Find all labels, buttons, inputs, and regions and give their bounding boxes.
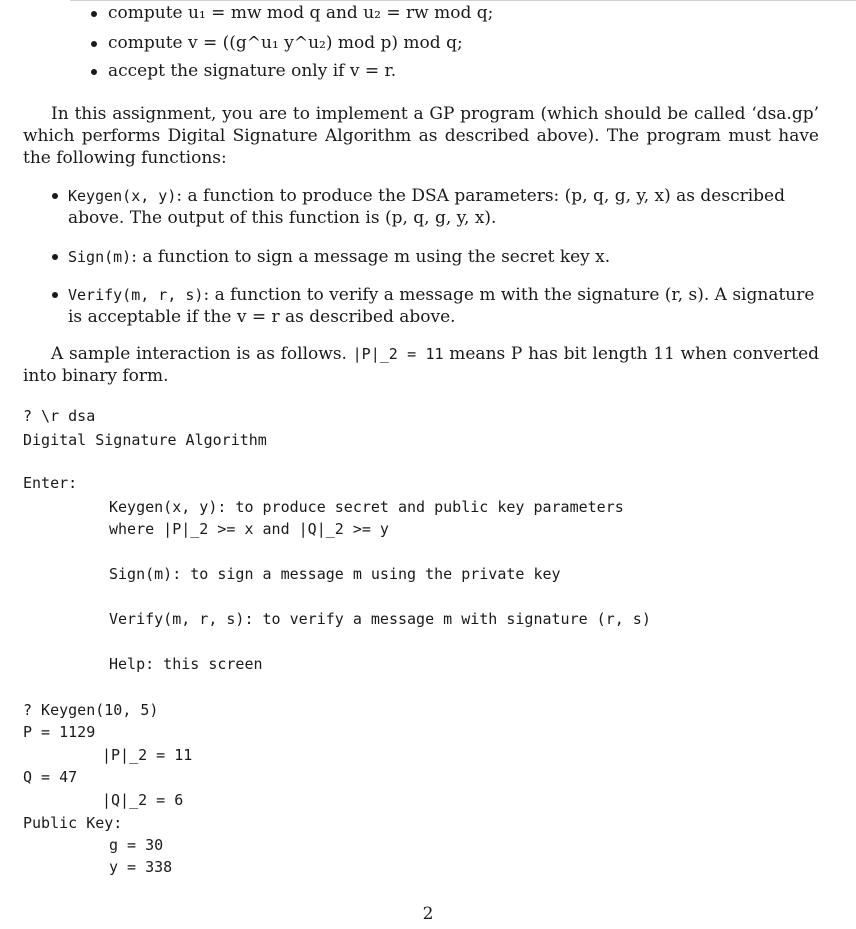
terminal-line: g = 30 bbox=[109, 836, 164, 854]
function-item-sign bbox=[68, 246, 818, 268]
terminal-line: Public Key: bbox=[23, 814, 123, 832]
terminal-line: Verify(m, r, s): to verify a message m with signature (r, s) bbox=[109, 610, 651, 628]
top-bullet-3: accept the signature only if v = r. bbox=[108, 61, 397, 81]
function-desc: : a function to sign a message m using the secret key x. bbox=[131, 247, 611, 267]
sample-intro-text-a: A sample interaction is as follows. bbox=[51, 344, 347, 364]
function-desc: : a function to produce the DSA parameters: (p, q, g, y, x) as described above. The output of this function is (p, q, g, y, x). bbox=[68, 186, 785, 228]
terminal-line: P = 1129 bbox=[23, 723, 96, 741]
terminal-line: Enter: bbox=[23, 474, 78, 492]
function-desc: : a function to verify a message m with the signature (r, s). A signature is acceptable if the v = r as described above. bbox=[68, 285, 815, 327]
function-name: Verify(m, r, s) bbox=[68, 286, 204, 304]
terminal-line: Q = 47 bbox=[23, 768, 78, 786]
bullet-marker bbox=[52, 193, 58, 199]
bullet-marker bbox=[91, 11, 97, 17]
terminal-line: Sign(m): to sign a message m using the private key bbox=[109, 565, 561, 583]
terminal-line: |P|_2 = 11 bbox=[102, 746, 193, 764]
function-name: Sign(m) bbox=[68, 248, 132, 266]
function-name: Keygen(x, y) bbox=[68, 187, 177, 205]
top-bullet-1: compute u₁ = mw mod q and u₂ = rw mod q; bbox=[108, 3, 494, 23]
bullet-marker bbox=[91, 41, 97, 47]
function-item-keygen bbox=[68, 185, 818, 229]
bullet-marker bbox=[52, 292, 58, 298]
terminal-line: Keygen(x, y): to produce secret and public key parameters bbox=[109, 498, 624, 516]
terminal-line: Help: this screen bbox=[109, 655, 263, 673]
sample-intro-paragraph bbox=[23, 343, 819, 387]
terminal-line: ? \r dsa bbox=[23, 407, 96, 425]
terminal-line: where |P|_2 >= x and |Q|_2 >= y bbox=[109, 520, 389, 538]
top-bullet-2: compute v = ((g^u₁ y^u₂) mod p) mod q; bbox=[108, 33, 463, 53]
sample-intro-code: |P|_2 = 11 bbox=[352, 345, 444, 363]
sample-intro-text-b: means P has bit length 11 when converted into binary form. bbox=[23, 344, 820, 386]
top-rule bbox=[70, 0, 856, 1]
terminal-line: ? Keygen(10, 5) bbox=[23, 701, 159, 719]
intro-paragraph: In this assignment, you are to implement a GP program (which should be called ‘dsa.gp’ which performs Digital Signature Algorithm as described above). The program must have the following functions: bbox=[23, 104, 819, 168]
terminal-line: Digital Signature Algorithm bbox=[23, 431, 267, 449]
page-number: 2 bbox=[422, 904, 434, 924]
terminal-line: y = 338 bbox=[109, 858, 173, 876]
terminal-line: |Q|_2 = 6 bbox=[102, 791, 184, 809]
bullet-marker bbox=[91, 69, 97, 75]
function-item-verify bbox=[68, 284, 818, 328]
bullet-marker bbox=[52, 254, 58, 260]
